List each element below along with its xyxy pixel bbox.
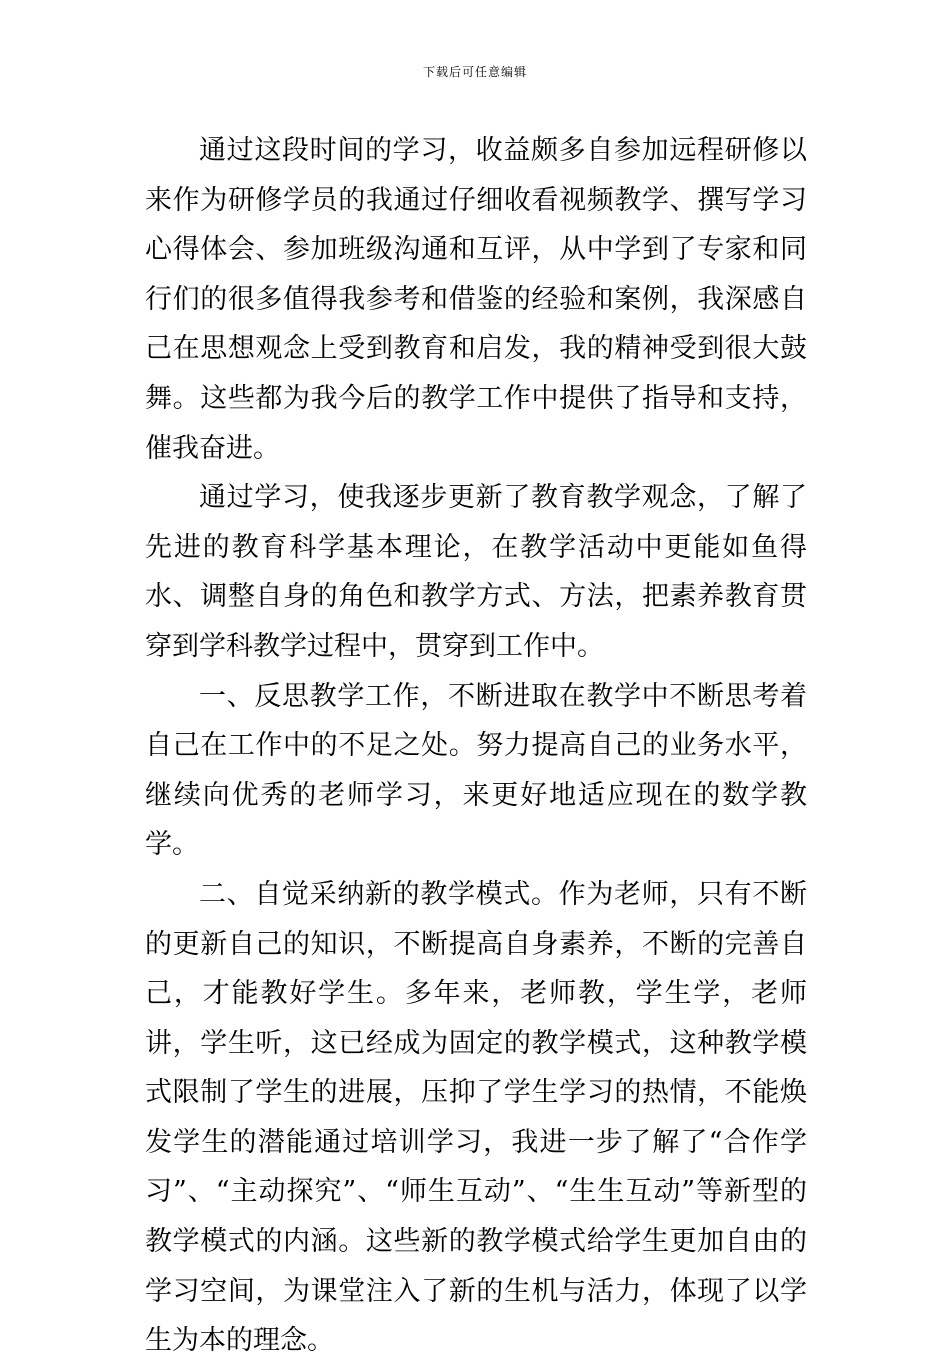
page-header: 下载后可任意编辑 [422,65,527,79]
document-body [145,126,807,1366]
paragraph-1: 通过这段时间的学习，收益颇多自参加远程研修以来作为研修学员的我通过仔细收看视频教学、撰写学习心得体会、参加班级沟通和互评，从中学到了专家和同行们的很多值得我参考和借鉴的经验和案例，我深感自己在思想观念上受到教育和启发，我的精神受到很大鼓舞。这些都为我今后的教学工作中提供了指导和支持，催我奋进。 [145,135,807,464]
paragraph-2: 通过学习，使我逐步更新了教育教学观念，了解了先进的教育科学基本理论，在教学活动中更能如鱼得水、调整自身的角色和教学方式、方法，把素养教育贯穿到学科教学过程中，贯穿到工作中。 [145,482,807,662]
paragraph-3: 一、反思教学工作，不断进取在教学中不断思考着自己在工作中的不足之处。努力提高自己的业务水平，继续向优秀的老师学习，来更好地适应现在的数学教学。 [145,680,807,861]
paragraph-4: 二、自觉采纳新的教学模式。作为老师，只有不断的更新自己的知识，不断提高自身素养，不断的完善自己，才能教好学生。多年来，老师教，学生学，老师讲，学生听，这已经成为固定的教学模式，这种教学模式限制了学生的进展，压抑了学生学习的热情，不能焕发学生的潜能通过培训学习，我进一步了解了“合作学习”、“主动探究”、“师生互动”、“生生互动”等新型的教学模式的内涵。这些新的教学模式给学生更加自由的学习空间，为课堂注入了新的生机与活力，体现了以学生为本的理念。 [145,878,807,1357]
